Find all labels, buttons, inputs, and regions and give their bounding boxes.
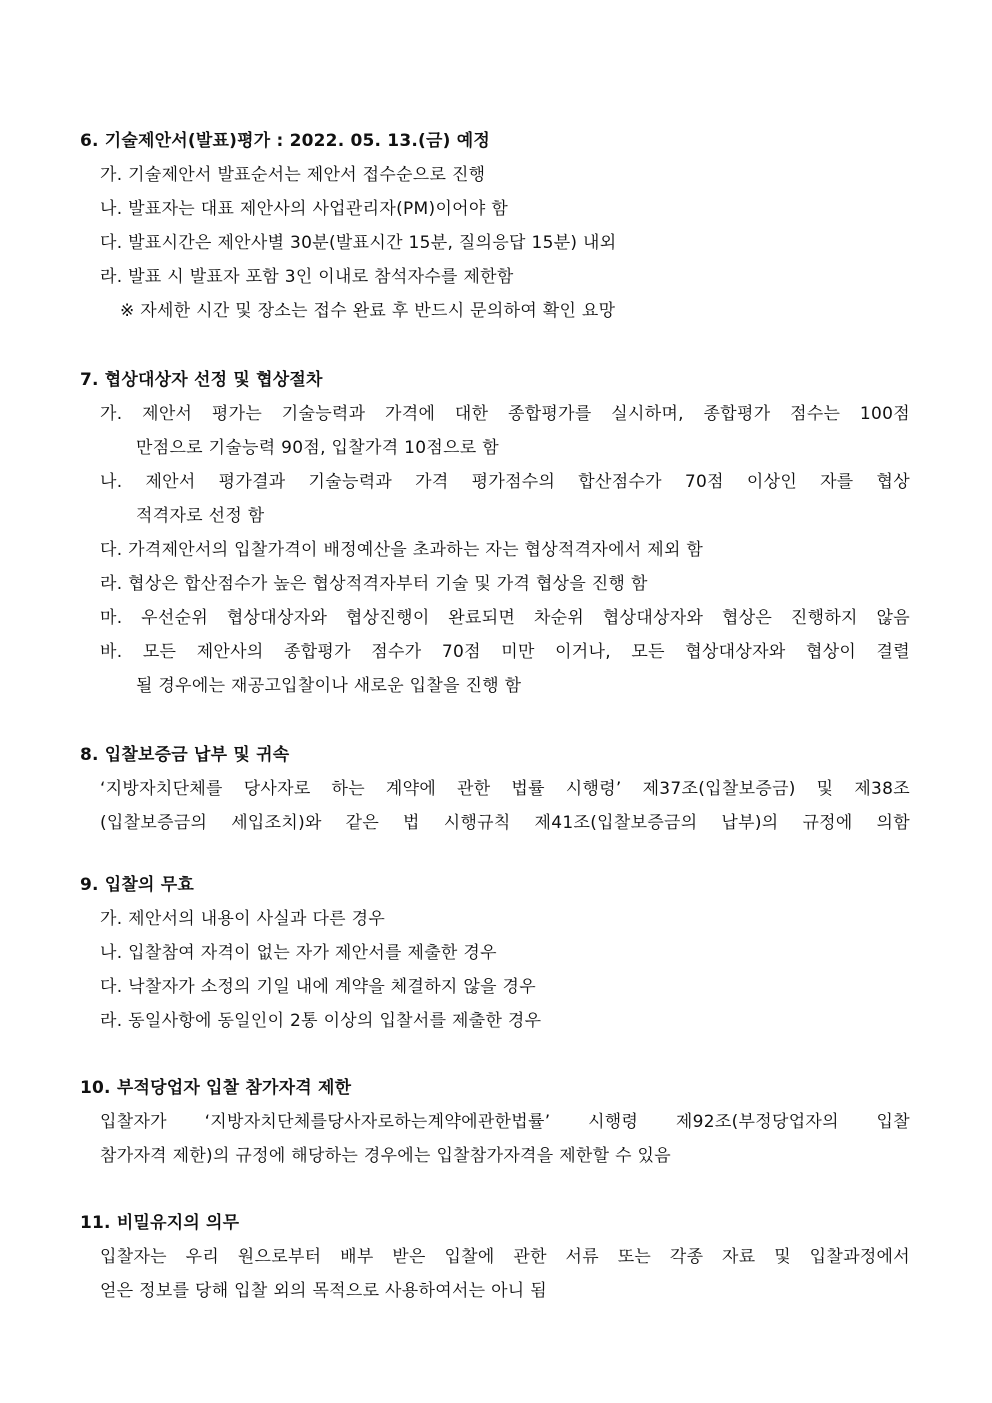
section-11-heading: 11. 비밀유지의 의무 <box>80 1213 240 1233</box>
section-10-paragraph-line-1: 입찰자가 ‘지방자치단체를당사자로하는계약에관한법률’ 시행령 제92조(부정당업자의 입찰 <box>100 1112 910 1132</box>
section-8-paragraph-line-1: ‘지방자치단체를 당사자로 하는 계약에 관한 법률 시행령’ 제37조(입찰보증금) 및 제38조 <box>100 779 910 799</box>
section-7-item-na: 나. 제안서 평가결과 기술능력과 가격 평가점수의 합산점수가 70점 이상인 자를 협상 <box>100 472 910 492</box>
section-6-item-ra: 라. 발표 시 발표자 포함 3인 이내로 참석자수를 제한함 <box>100 267 514 287</box>
section-7-item-ga: 가. 제안서 평가는 기술능력과 가격에 대한 종합평가를 실시하며, 종합평가 점수는 100점 <box>100 404 910 424</box>
section-6-item-ga: 가. 기술제안서 발표순서는 제안서 접수순으로 진행 <box>100 165 486 185</box>
section-6-note: ※ 자세한 시간 및 장소는 접수 완료 후 반드시 문의하여 확인 요망 <box>120 301 616 321</box>
section-9-item-na: 나. 입찰참여 자격이 없는 자가 제안서를 제출한 경우 <box>100 943 497 963</box>
section-7-item-da: 다. 가격제안서의 입찰가격이 배정예산을 초과하는 자는 협상적격자에서 제외 함 <box>100 540 704 560</box>
section-6-heading: 6. 기술제안서(발표)평가 : 2022. 05. 13.(금) 예정 <box>80 131 490 151</box>
section-6-item-na: 나. 발표자는 대표 제안사의 사업관리자(PM)이어야 함 <box>100 199 509 219</box>
section-7-item-ba-cont: 될 경우에는 재공고입찰이나 새로운 입찰을 진행 함 <box>136 676 522 696</box>
section-11-paragraph-line-1: 입찰자는 우리 원으로부터 배부 받은 입찰에 관한 서류 또는 각종 자료 및 입찰과정에서 <box>100 1247 910 1267</box>
section-11-paragraph-line-2: 얻은 정보를 당해 입찰 외의 목적으로 사용하여서는 아니 됨 <box>100 1281 547 1301</box>
section-7-item-ba: 바. 모든 제안사의 종합평가 점수가 70점 미만 이거나, 모든 협상대상자와 협상이 결렬 <box>100 642 910 662</box>
section-10-heading: 10. 부적당업자 입찰 참가자격 제한 <box>80 1078 352 1098</box>
section-7-item-ra: 라. 협상은 합산점수가 높은 협상적격자부터 기술 및 가격 협상을 진행 함 <box>100 574 648 594</box>
section-9-item-ra: 라. 동일사항에 동일인이 2통 이상의 입찰서를 제출한 경우 <box>100 1011 542 1031</box>
section-7-item-na-cont: 적격자로 선정 함 <box>136 506 265 526</box>
section-9-heading: 9. 입찰의 무효 <box>80 875 195 895</box>
section-7-item-ga-cont: 만점으로 기술능력 90점, 입찰가격 10점으로 함 <box>136 438 499 458</box>
section-8-heading: 8. 입찰보증금 납부 및 귀속 <box>80 745 290 765</box>
section-6-item-da: 다. 발표시간은 제안사별 30분(발표시간 15분, 질의응답 15분) 내외 <box>100 233 617 253</box>
section-7-heading: 7. 협상대상자 선정 및 협상절차 <box>80 370 323 390</box>
section-8-paragraph-line-2: (입찰보증금의 세입조치)와 같은 법 시행규칙 제41조(입찰보증금의 납부)의 규정에 의함 <box>100 813 910 833</box>
section-7-item-ma: 마. 우선순위 협상대상자와 협상진행이 완료되면 차순위 협상대상자와 협상은 진행하지 않음 <box>100 608 910 628</box>
section-10-paragraph-line-2: 참가자격 제한)의 규정에 해당하는 경우에는 입찰참가자격을 제한할 수 있음 <box>100 1146 671 1166</box>
section-9-item-da: 다. 낙찰자가 소정의 기일 내에 계약을 체결하지 않을 경우 <box>100 977 536 997</box>
section-9-item-ga: 가. 제안서의 내용이 사실과 다른 경우 <box>100 909 386 929</box>
